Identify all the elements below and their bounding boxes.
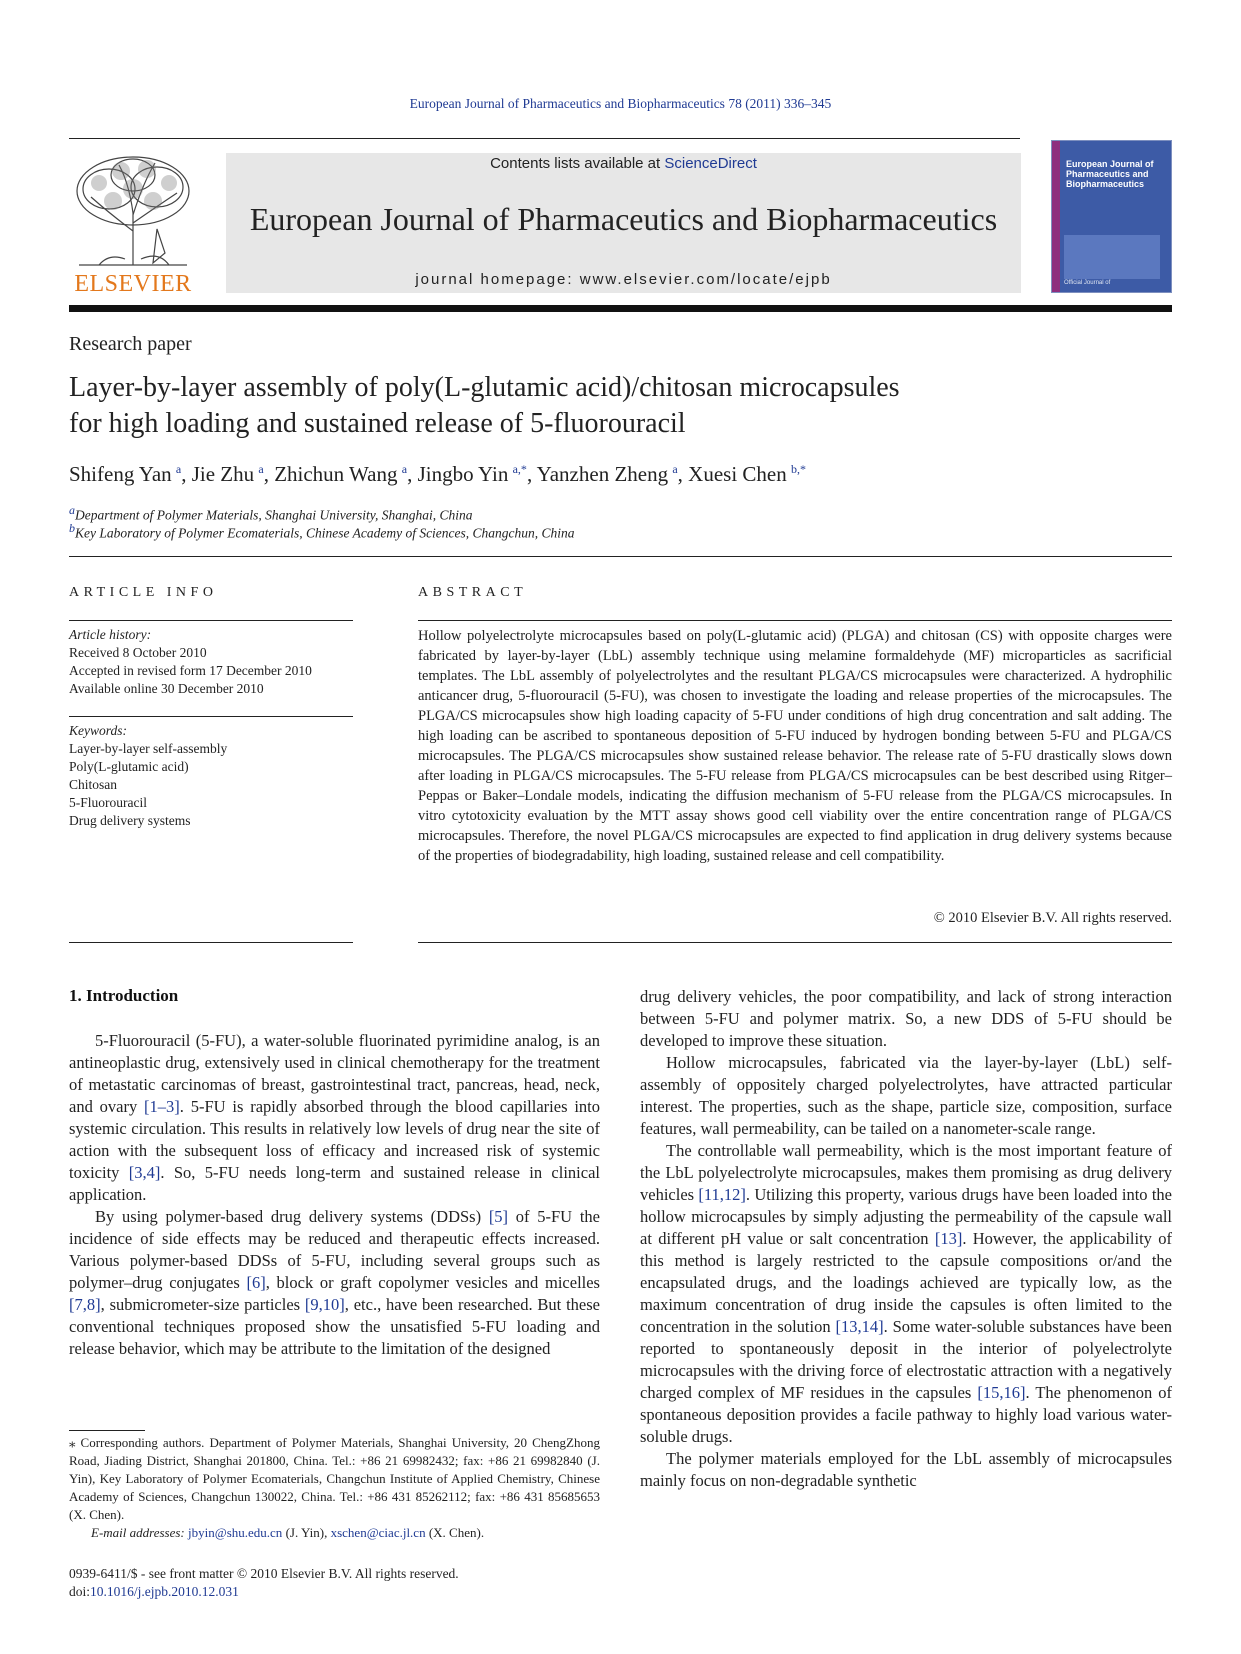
cover-panel [1064, 235, 1160, 279]
cover-title: European Journal of Pharmaceutics and Biopharmaceutics [1066, 159, 1154, 189]
journal-homepage[interactable]: journal homepage: www.elsevier.com/locate/ejpb [415, 271, 832, 288]
paragraph-text: . However, the applicability of this method is largely restricted to the capsule compositions or/and the encapsulated drugs, and the loadings achieved are typically low, as the maximum concentration of drug inside the capsules is often limited to the concentration in the solution [640, 1229, 1172, 1336]
keyword-item: Poly(L-glutamic acid) [69, 759, 189, 774]
citation-link[interactable]: [1–3] [144, 1097, 180, 1116]
contents-line [226, 155, 1021, 172]
header-rule [69, 138, 1020, 139]
keyword-item: Chitosan [69, 777, 118, 792]
affiliation-mark: b [69, 521, 75, 535]
section-heading-introduction: 1. Introduction [69, 986, 179, 1005]
citation-link[interactable]: [6] [246, 1273, 266, 1292]
article-title [69, 370, 1169, 442]
citation-link[interactable]: [5] [488, 1207, 509, 1226]
abstract-rule-top [418, 620, 1172, 621]
paragraph-text: The controllable wall permeability, which is the most important feature of the LbL polyelectrolyte microcapsules, makes them promising as drug delivery vehicles [640, 1141, 1172, 1204]
email-owner: (J. Yin), [282, 1525, 331, 1540]
citation-link[interactable]: [11,12] [698, 1185, 746, 1204]
abstract-heading: ABSTRACT [418, 585, 528, 600]
citation-link[interactable]: [13] [934, 1229, 963, 1248]
intro-paragraph: Hollow microcapsules, fabricated via the layer-by-layer (LbL) self-assembly of oppositely charged polyelectrolytes, have attracted particular interest. The properties, such as the shape, particle size, composition, surface features, wall permeability, can be tailed on a nanometer-scale range. [640, 1053, 1172, 1138]
author-affiliation-mark[interactable]: a [672, 462, 678, 476]
author-affiliation-mark[interactable]: a [258, 462, 264, 476]
title-line-1: Layer-by-layer assembly of poly(L-glutamic acid)/chitosan microcapsules [69, 372, 900, 403]
citation-link[interactable]: [15,16] [977, 1383, 1026, 1402]
article-history [69, 626, 353, 698]
title-line-2: for high loading and sustained release of 5-fluorouracil [69, 408, 686, 439]
author-name[interactable]: Xuesi Chen [688, 462, 787, 486]
email-owner: (X. Chen). [425, 1525, 485, 1540]
abstract-text: Hollow polyelectrolyte microcapsules based on poly(L-glutamic acid) (PLGA) and chitosan (CS) with opposite charges were fabricated by layer-by-layer (LbL) assembly technique using melamine formaldehyde (MF) microparticles as sacrificial templates. The LbL assembly of polyelectrolytes and the resultant PLGA/CS microcapsules were characterized. A hydrophilic anticancer drug, 5-fluorouracil (5-FU), was chosen to investigate the loading and release properties of the microcapsules. The PLGA/CS microcapsules show high loading capacity of 5-FU under conditions of high drug concentration and salt adding. The high loading can be ascribed to spontaneous deposition of 5-FU induced by hydrogen bonding between 5-FU and PLGA/CS microcapsules. The PLGA/CS microcapsules show sustained release behavior. The release rate of 5-FU drastically slows down after loading in PLGA/CS microcapsules. The 5-FU release from PLGA/CS microcapsules can be best described using Ritger–Peppas or Baker–Londale models, indicating the diffusion mechanism of 5-FU release from the PLGA/CS microcapsules. In vitro cytotoxicity evaluation by the MTT assay shows good cell viability over the entire concentration range of PLGA/CS microcapsules. Therefore, the novel PLGA/CS microcapsules are expected to find application in drug delivery systems because of the properties of biodegradability, high loading, sustained release and cell compatibility. [418, 628, 1172, 864]
publisher-name: ELSEVIER [74, 271, 192, 297]
issn-block [69, 1565, 669, 1601]
elsevier-tree-icon [69, 153, 197, 271]
footnote-rule [69, 1430, 145, 1431]
corresponding-text: ⁎ Corresponding authors. Department of Polymer Materials, Shanghai University, 20 ChengZhong Road, Jiading District, Shanghai 201800, China. Tel.: +86 21 69982432; fax: +86 21 69982840 (J. Yin), Key Laboratory of Polymer Ecomaterials, Changchun Institute of Applied Chemistry, Chinese Academy of Sciences, Changchun 130022, China. Tel.: +86 431 85262112; fax: +86 431 85685653 (X. Chen). [69, 1435, 600, 1522]
journal-cover[interactable] [1051, 140, 1172, 293]
cover-stripe [1052, 141, 1060, 292]
doi-link[interactable]: 10.1016/j.ejpb.2010.12.031 [90, 1584, 239, 1599]
keyword-item: Drug delivery systems [69, 813, 191, 828]
author-affiliation-mark[interactable]: b,* [790, 462, 806, 476]
abstract-copyright: © 2010 Elsevier B.V. All rights reserved. [933, 910, 1172, 926]
author-list: Shifeng Yan $^a$, Jie Zhu $^a$, Zhichun Wang $^a$, Jingbo Yin $^{a,*}$, Yanzhen Zheng $^a$, Xuesi Chen $^{b,*}$ [69, 462, 806, 486]
doi-prefix: doi: [69, 1584, 91, 1599]
author-affiliation-mark[interactable]: a [401, 462, 408, 476]
abstract-rule-bottom [418, 942, 1172, 943]
affiliation-text: Department of Polymer Materials, Shanghai University, Shanghai, China [75, 507, 473, 523]
title-rule [69, 556, 1172, 557]
masthead-thick-rule [69, 305, 1172, 312]
paragraph-text: , submicrometer-size particles [100, 1295, 305, 1314]
article-type: Research paper [69, 333, 192, 355]
elsevier-logo[interactable] [69, 153, 197, 295]
author-name[interactable]: Jie Zhu [191, 462, 255, 486]
journal-name: European Journal of Pharmaceutics and Biopharmaceutics [249, 201, 998, 237]
author-affiliation-mark[interactable]: a [175, 462, 182, 476]
author-affiliation-mark[interactable]: a,* [512, 462, 527, 476]
email-line [69, 1524, 600, 1542]
info-rule-mid [69, 716, 353, 717]
paragraph-text: . 5-FU is rapidly absorbed through the blood capillaries into systemic circulation. This results in relatively low levels of drug near the site of action with the subsequent loss of efficacy and increased risk of systemic toxicity [69, 1097, 600, 1182]
citation-link[interactable]: [9,10] [304, 1295, 345, 1314]
intro-paragraph [69, 1206, 600, 1360]
citation-link[interactable]: [7,8] [69, 1295, 101, 1314]
email-link-yin[interactable]: jbyin@shu.edu.cn [188, 1525, 283, 1540]
author-name[interactable]: Jingbo Yin [417, 462, 509, 486]
email-link-chen[interactable]: xschen@ciac.jl.cn [330, 1525, 426, 1540]
affiliation-text: Key Laboratory of Polymer Ecomaterials, Chinese Academy of Sciences, Changchun, China [75, 525, 575, 541]
author-name[interactable]: Zhichun Wang [274, 462, 398, 486]
affiliation-mark: a [69, 503, 75, 517]
history-online: Available online 30 December 2010 [69, 681, 264, 696]
left-column [69, 1030, 600, 1360]
paragraph-text: , block or graft copolymer vesicles and micelles [265, 1273, 600, 1292]
paragraph-text: . Some water-soluble substances have been reported to spontaneously deposit in the interior of polyelectrolyte microcapsules with the driving force of electrostatic attraction with a negatively charged complex of MF residues in the capsules [640, 1317, 1172, 1402]
keywords-label: Keywords: [69, 723, 127, 738]
corresponding-author-note [69, 1434, 600, 1542]
intro-paragraph [640, 1140, 1172, 1448]
cover-footer: Official Journal of [1064, 280, 1111, 286]
author-name[interactable]: Shifeng Yan [69, 462, 172, 486]
contents-prefix: Contents lists available at [490, 155, 665, 172]
right-column [640, 986, 1172, 1492]
journal-masthead [226, 153, 1021, 293]
paragraph-text: . Utilizing this property, various drugs have been loaded into the hollow microcapsules by simply adjusting the permeability of the capsule wall at different pH value or salt concentration [640, 1185, 1173, 1248]
info-rule-top [69, 620, 353, 621]
doi-line [69, 1583, 669, 1601]
intro-paragraph: drug delivery vehicles, the poor compatibility, and lack of strong interaction between 5-FU and polymer matrix. So, a new DDS of 5-FU should be developed to improve these situation. [640, 987, 1172, 1050]
history-label: Article history: [69, 627, 152, 642]
intro-paragraph [69, 1030, 600, 1206]
front-matter-line: 0939-6411/$ - see front matter © 2010 Elsevier B.V. All rights reserved. [69, 1566, 459, 1581]
sciencedirect-link[interactable]: ScienceDirect [664, 155, 757, 172]
keyword-item: Layer-by-layer self-assembly [69, 741, 228, 756]
keyword-item: 5-Fluorouracil [69, 795, 147, 810]
journal-citation[interactable]: European Journal of Pharmaceutics and Biopharmaceutics 78 (2011) 336–345 [409, 96, 832, 111]
article-info-heading: ARTICLE INFO [69, 585, 218, 600]
citation-link[interactable]: [13,14] [835, 1317, 884, 1336]
keywords-block [69, 722, 353, 830]
citation-link[interactable]: [3,4] [128, 1163, 161, 1182]
paragraph-text: , etc., have been researched. But these conventional techniques proposed show the unsatisfied 5-FU loading and release behavior, which may be attribute to the limitation of the designed [69, 1295, 600, 1358]
history-accepted: Accepted in revised form 17 December 2010 [69, 663, 312, 678]
history-received: Received 8 October 2010 [69, 645, 207, 660]
affiliation-b [69, 521, 575, 542]
paragraph-text: of 5-FU the incidence of side effects may be reduced and therapeutic effects increased. Various polymer-based DDSs of 5-FU, including several groups such as polymer–drug conjugates [69, 1207, 600, 1292]
info-rule-bottom [69, 942, 353, 943]
paragraph-text: By using polymer-based drug delivery systems (DDSs) [95, 1207, 489, 1226]
paragraph-text: . So, 5-FU needs long-term and sustained release in clinical application. [69, 1163, 600, 1204]
intro-paragraph: The polymer materials employed for the LbL assembly of microcapsules mainly focus on non-degradable synthetic [640, 1449, 1172, 1490]
email-label: E-mail addresses: [91, 1525, 185, 1540]
author-name[interactable]: Yanzhen Zheng [536, 462, 669, 486]
paragraph-text: 5-Fluorouracil (5-FU), a water-soluble fluorinated pyrimidine analog, is an antineoplastic drug, extensively used in clinical chemotherapy for the treatment of metastatic carcinomas of breast, gastrointestinal tract, pancreas, head, neck, and ovary [69, 1031, 600, 1116]
paragraph-text: . The phenomenon of spontaneous deposition provides a facile pathway to highly load various water-soluble drugs. [640, 1383, 1172, 1446]
